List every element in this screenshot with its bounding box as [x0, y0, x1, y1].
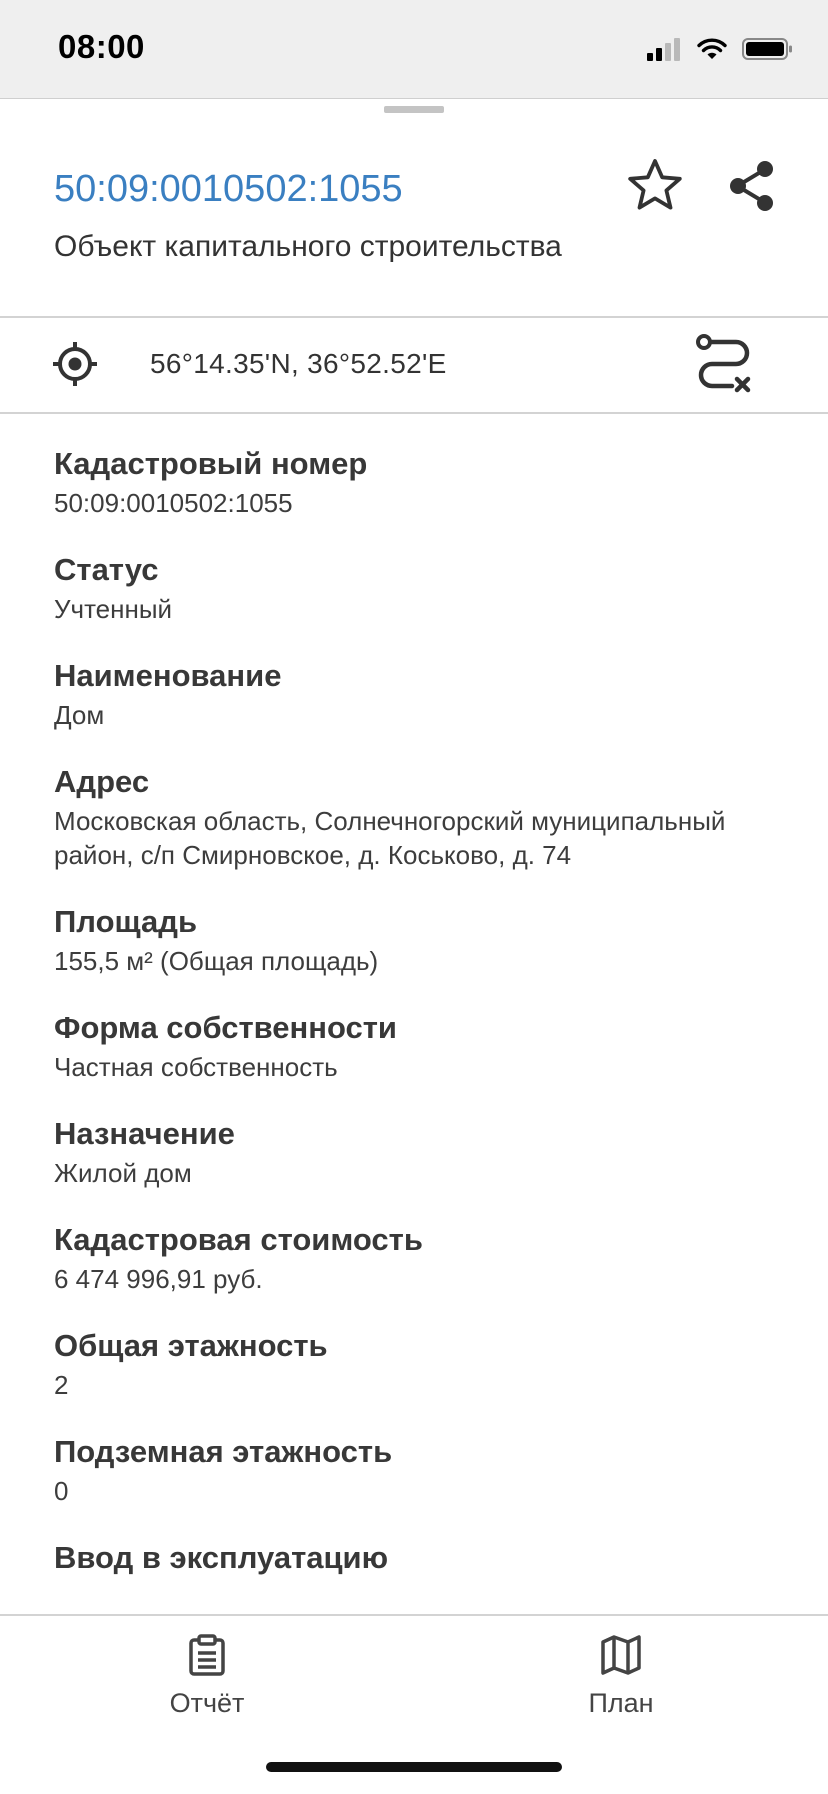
field-label: Подземная этажность: [54, 1434, 393, 1469]
field-status: [54, 550, 784, 626]
cellular-signal-icon: [646, 37, 682, 61]
field-underground-floors: [54, 1432, 784, 1508]
field-label: Площадь: [54, 904, 198, 939]
map-icon: [600, 1634, 642, 1676]
home-indicator[interactable]: [266, 1762, 562, 1772]
field-label: Наименование: [54, 658, 282, 693]
field-value: Частная собственность: [54, 1052, 338, 1082]
field-label: Кадастровый номер: [54, 446, 368, 481]
field-value: 50:09:0010502:1055: [54, 488, 293, 518]
field-area: [54, 902, 784, 978]
field-value: 155,5 м² (Общая площадь): [54, 946, 379, 976]
field-value: Учтенный: [54, 594, 173, 624]
route-clear-icon: [692, 332, 756, 396]
field-label: Статус: [54, 552, 159, 587]
object-header: [0, 118, 828, 318]
locate-button[interactable]: [43, 332, 107, 396]
tab-report-label: Отчёт: [169, 1688, 245, 1718]
field-cadastral-value: [54, 1220, 784, 1296]
field-value: Жилой дом: [54, 1158, 192, 1188]
field-value: 0: [54, 1476, 69, 1506]
tab-report[interactable]: [107, 1634, 307, 1719]
star-icon: [626, 157, 684, 215]
field-total-floors: [54, 1326, 784, 1402]
field-commissioning: [54, 1538, 784, 1578]
field-value: Московская область, Солнечногорский муниципальный район, с/п Смирновское, д. Коськово, д. 74: [54, 806, 726, 870]
tab-plan-label: План: [588, 1688, 654, 1718]
target-icon: [50, 339, 100, 389]
sheet-grabber[interactable]: [384, 106, 444, 113]
object-id-title[interactable]: 50:09:0010502:1055: [54, 168, 403, 210]
clipboard-icon: [187, 1634, 227, 1676]
favorite-button[interactable]: [623, 154, 687, 218]
field-address: [54, 762, 784, 872]
share-icon: [726, 159, 778, 213]
battery-icon: [742, 37, 794, 61]
field-value: 2: [54, 1370, 69, 1400]
coordinates-text[interactable]: 56°14.35'N, 36°52.52'E: [150, 348, 447, 379]
field-label: Назначение: [54, 1116, 235, 1151]
field-purpose: [54, 1114, 784, 1190]
status-time: 08:00: [58, 28, 145, 65]
field-label: Кадастровая стоимость: [54, 1222, 423, 1257]
object-type-subtitle: Объект капитального строительства: [54, 230, 562, 263]
field-label: Общая этажность: [54, 1328, 328, 1363]
field-name: [54, 656, 784, 732]
tab-plan[interactable]: [521, 1634, 721, 1719]
status-icons: [646, 34, 794, 64]
status-bar: [0, 0, 828, 99]
details-list: [54, 444, 784, 1612]
field-label: Ввод в эксплуатацию: [54, 1540, 389, 1575]
field-label: Форма собственности: [54, 1010, 397, 1045]
field-ownership-form: [54, 1008, 784, 1084]
field-value: 6 474 996,91 руб.: [54, 1264, 263, 1294]
share-button[interactable]: [720, 154, 784, 218]
route-clear-button[interactable]: [692, 332, 756, 396]
field-label: Адрес: [54, 764, 150, 799]
field-value: Дом: [54, 700, 105, 730]
coordinates-row: [0, 318, 828, 414]
field-cadastral-number: [54, 444, 784, 520]
wifi-icon: [696, 37, 728, 61]
